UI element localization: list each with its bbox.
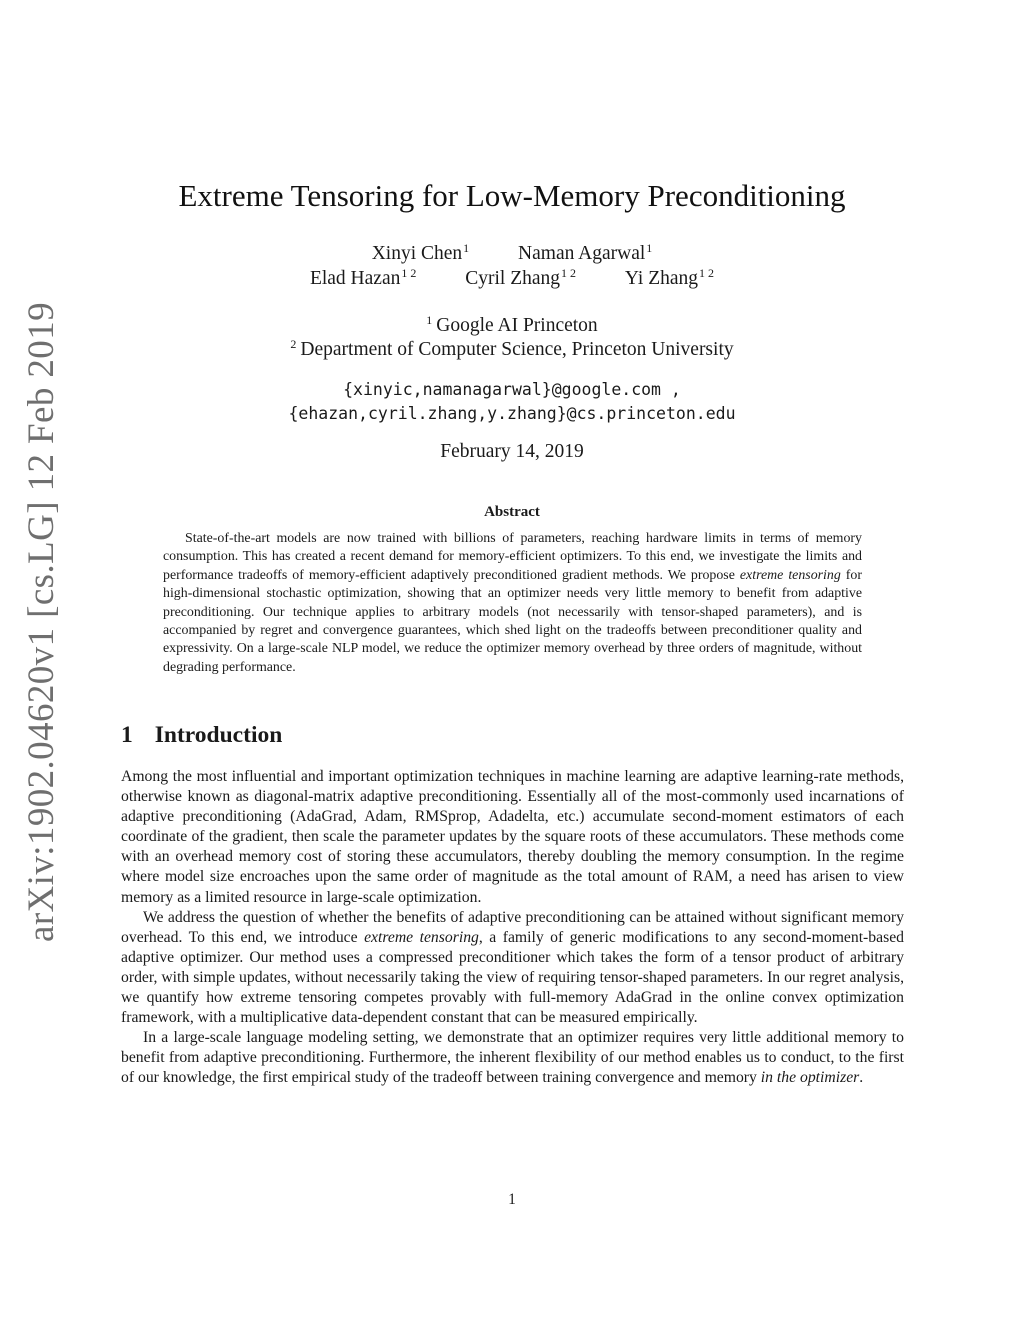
paragraph-1: Among the most influential and important optimization techniques in machine learning are adaptive learning-rate methods, otherwise known as diagonal-matrix adaptive preconditioning. Essentially all of the most-commonly used incarnations of adaptive preconditioning (AdaGrad, Adam, RMSprop, Adadelta, etc.) accumulate second-moment estimators of each coordinate of the gradient, then scale the parameter updates by the square roots of these accumulators. These methods come with an overhead memory cost of storing these accumulators, thereby doubling the memory consumption. In the regime where model size encroaches upon the same order of magnitude as the total amount of RAM, a need has arisen to view memory as a limited resource in large-scale optimization. xyxy=(121,768,904,906)
paper-title: Extreme Tensoring for Low-Memory Preconditioning xyxy=(178,178,846,213)
paragraph-2-emphasis: extreme tensoring xyxy=(364,928,479,946)
email-line-1: {xinyic,namanagarwal}@google.com , xyxy=(343,380,681,399)
paragraph-3: In a large-scale language modeling setting, we demonstrate that an optimizer requires very little additional memory to benefit from adaptive preconditioning. Furthermore, the inherent flexibility of our method enables us to conduct, to the first of our knowledge, the first empirical study of the tradeoff between training convergence and memory in the optimizer. xyxy=(121,1029,904,1087)
author-cyril-zhang: Cyril Zhang$^{1 2}$ xyxy=(465,266,577,289)
paragraph-2: We address the question of whether the benefits of adaptive preconditioning can be attained without significant memory overhead. To this end, we introduce extreme tensoring, a family of generic modifications to any second-moment-based adaptive optimizer. Our method uses a compressed preconditioner which takes the form of a tensor product of arbitrary order, with simple updates, without necessarily taking the view of requiring tensor-shaped parameters. In our regret analysis, we quantify how extreme tensoring competes provably with full-memory AdaGrad in the online convex optimization framework, with a multiplicative data-dependent constant that can be measured empirically. xyxy=(121,908,905,1027)
author-emails xyxy=(0,378,1024,426)
abstract-body: State-of-the-art models are now trained with billions of parameters, reaching hardware limits in terms of memory consumption. This has created a recent demand for memory-efficient optimizers. To this end, we investigate the limits and performance tradeoffs of memory-efficient adaptively preconditioned gradient methods. We propose extreme tensoring for high-dimensional stochastic optimization, showing that an optimizer needs very little memory to benefit from adaptive preconditioning. Our technique applies to arbitrary models (not necessarily with tensor-shaped parameters), and is accompanied by regret and convergence guarantees, which shed light on the tradeoffs between preconditioner quality and expressivity. On a large-scale NLP model, we reduce the optimizer memory overhead by three orders of magnitude, without degrading performance. xyxy=(163,531,862,675)
introduction-body xyxy=(121,767,904,1089)
paragraph-3-emphasis: in the optimizer xyxy=(760,1069,860,1087)
arxiv-sidebar-stamp: arXiv:1902.04620v1 [cs.LG] 12 Feb 2019 xyxy=(21,301,62,942)
abstract-emphasis: extreme tensoring xyxy=(739,567,841,583)
section-heading-introduction xyxy=(121,722,282,749)
affiliations xyxy=(0,308,1024,360)
section-title: Introduction xyxy=(154,722,283,748)
author-list xyxy=(0,236,1024,289)
section-number: 1 xyxy=(121,722,133,748)
author-row-1 xyxy=(0,236,1024,264)
author-row-2 xyxy=(0,261,1024,289)
abstract-heading: Abstract xyxy=(484,504,540,520)
page-number: 1 xyxy=(508,1191,516,1208)
author-yi-zhang: Yi Zhang$^{1 2}$ xyxy=(624,266,715,289)
author-xinyi-chen: Xinyi Chen$^1$ xyxy=(371,241,470,264)
affiliation-1: $^1$ Google AI Princeton xyxy=(426,313,598,336)
author-naman-agarwal: Naman Agarwal$^1$ xyxy=(518,241,653,264)
publication-date: February 14, 2019 xyxy=(440,441,584,462)
email-line-2: {ehazan,cyril.zhang,y.zhang}@cs.princeton.edu xyxy=(288,404,736,423)
affiliation-2: $^2$ Department of Computer Science, Princeton University xyxy=(290,337,734,360)
author-elad-hazan: Elad Hazan$^{1 2}$ xyxy=(309,266,417,289)
